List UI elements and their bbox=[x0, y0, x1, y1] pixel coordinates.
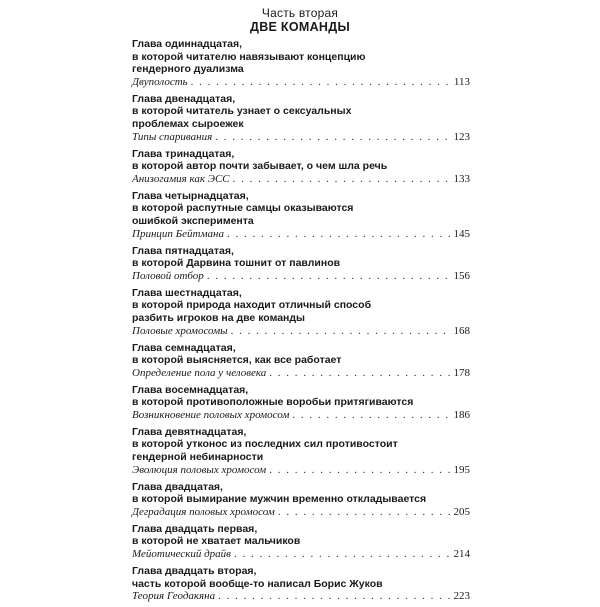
chapter-description-line: в которой Дарвина тошнит от павлинов bbox=[132, 257, 341, 270]
chapter-title: Глава девятнадцатая, bbox=[132, 425, 247, 438]
chapter-description-line: в которой утконос из последних сил противостоит bbox=[132, 438, 398, 451]
dot-leader bbox=[227, 228, 451, 241]
chapter-description-line: в которой читателю навязывают концепцию bbox=[132, 50, 366, 63]
toc-subtitle-row bbox=[132, 367, 470, 380]
toc-entry bbox=[132, 384, 470, 422]
dot-leader bbox=[269, 367, 450, 380]
chapter-description-line: в которой автор почти забывает, о чем шла речь bbox=[132, 160, 388, 173]
toc-subtitle-row bbox=[132, 409, 470, 422]
toc-subtitle-row bbox=[132, 131, 470, 144]
page-number: 178 bbox=[453, 366, 470, 379]
chapter-description-line: в которой вымирание мужчин временно откладывается bbox=[132, 493, 427, 506]
toc-entry bbox=[132, 190, 470, 241]
chapter-description-line: в которой распутные самцы оказываются bbox=[132, 202, 354, 215]
chapter-title: Глава восемнадцатая, bbox=[132, 383, 249, 396]
table-of-contents bbox=[132, 38, 470, 607]
toc-entry bbox=[132, 523, 470, 561]
part-title: ДВЕ КОМАНДЫ bbox=[249, 20, 350, 34]
page-number: 123 bbox=[453, 130, 470, 143]
toc-entry bbox=[132, 93, 470, 144]
toc-subtitle-row bbox=[132, 506, 470, 519]
chapter-title: Глава четырнадцатая, bbox=[132, 189, 249, 202]
toc-entry bbox=[132, 342, 470, 380]
dot-leader bbox=[292, 409, 450, 422]
toc-entry bbox=[132, 245, 470, 283]
chapter-title: Глава двадцать вторая, bbox=[132, 565, 257, 578]
toc-entry bbox=[132, 148, 470, 186]
dot-leader bbox=[231, 325, 451, 338]
chapter-title: Глава двадцать первая, bbox=[132, 522, 258, 535]
chapter-description-line: гендерного дуализма bbox=[132, 63, 244, 76]
part-label: Часть вторая bbox=[261, 6, 339, 20]
chapter-subtitle: Двуполость bbox=[132, 75, 188, 88]
dot-leader bbox=[191, 76, 451, 89]
dot-leader bbox=[233, 173, 451, 186]
chapter-title: Глава пятнадцатая, bbox=[132, 244, 234, 257]
chapter-description-line: часть которой вообще-то написал Борис Жуков bbox=[132, 577, 383, 590]
chapter-subtitle: Определение пола у человека bbox=[132, 366, 267, 379]
chapter-description-line: гендерной небинарности bbox=[132, 451, 264, 464]
page-number: 214 bbox=[453, 548, 470, 561]
chapter-description-line: в которой читатель узнает о сексуальных bbox=[132, 105, 352, 118]
chapter-subtitle: Теория Геодакяна bbox=[132, 590, 216, 603]
page-number: 113 bbox=[453, 75, 470, 88]
chapter-subtitle: Деградация половых хромосом bbox=[132, 505, 275, 518]
page-number: 145 bbox=[453, 227, 470, 240]
chapter-description-line: в которой природа находит отличный способ bbox=[132, 299, 372, 312]
chapter-description-line: проблемах сыроежек bbox=[132, 117, 244, 130]
page-number: 168 bbox=[453, 324, 470, 337]
chapter-subtitle: Эволюция половых хромосом bbox=[132, 463, 267, 476]
chapter-title: Глава двадцатая, bbox=[132, 480, 223, 493]
toc-subtitle-row bbox=[132, 548, 470, 561]
chapter-description-line: в которой выясняется, как все работает bbox=[132, 354, 342, 367]
chapter-subtitle: Половые хромосомы bbox=[132, 324, 228, 337]
dot-leader bbox=[218, 590, 450, 603]
chapter-title: Глава одиннадцатая, bbox=[132, 38, 243, 50]
page-number: 205 bbox=[453, 505, 470, 518]
chapter-description-line: в которой не хватает мальчиков bbox=[132, 535, 301, 548]
toc-subtitle-row bbox=[132, 228, 470, 241]
toc-subtitle-row bbox=[132, 464, 470, 477]
toc-subtitle-row bbox=[132, 270, 470, 283]
dot-leader bbox=[215, 131, 450, 144]
dot-leader bbox=[269, 464, 450, 477]
dot-leader bbox=[207, 270, 451, 283]
chapter-subtitle: Возникновение половых хромосом bbox=[132, 408, 290, 421]
page-number: 195 bbox=[453, 463, 470, 476]
toc-entry bbox=[132, 287, 470, 338]
page-header bbox=[0, 6, 600, 35]
page-number: 186 bbox=[453, 408, 470, 421]
chapter-subtitle: Анизогамия как ЭСС bbox=[132, 172, 230, 185]
toc-subtitle-row bbox=[132, 325, 470, 338]
chapter-subtitle: Мейотический драйв bbox=[132, 548, 231, 561]
chapter-subtitle: Половой отбор bbox=[132, 269, 204, 282]
chapter-subtitle: Принцип Бейтмана bbox=[132, 227, 224, 240]
toc-entry bbox=[132, 38, 470, 89]
chapter-subtitle: Типы спаривания bbox=[132, 130, 213, 143]
toc-subtitle-row bbox=[132, 173, 470, 186]
toc-entry bbox=[132, 426, 470, 477]
chapter-title: Глава двенадцатая, bbox=[132, 92, 236, 105]
toc-subtitle-row bbox=[132, 76, 470, 89]
dot-leader bbox=[278, 506, 451, 519]
page-number: 156 bbox=[453, 269, 470, 282]
chapter-title: Глава семнадцатая, bbox=[132, 341, 236, 354]
toc-entry bbox=[132, 565, 470, 603]
page-number: 133 bbox=[453, 172, 470, 185]
chapter-title: Глава шестнадцатая, bbox=[132, 286, 242, 299]
chapter-description-line: в которой противоположные воробьи притягиваются bbox=[132, 396, 414, 409]
toc-entry bbox=[132, 481, 470, 519]
chapter-title: Глава тринадцатая, bbox=[132, 147, 235, 160]
dot-leader bbox=[234, 548, 451, 561]
chapter-description-line: разбить игроков на две команды bbox=[132, 311, 306, 324]
page-number: 223 bbox=[453, 590, 470, 603]
toc-subtitle-row bbox=[132, 590, 470, 603]
chapter-description-line: ошибкой эксперимента bbox=[132, 214, 254, 227]
